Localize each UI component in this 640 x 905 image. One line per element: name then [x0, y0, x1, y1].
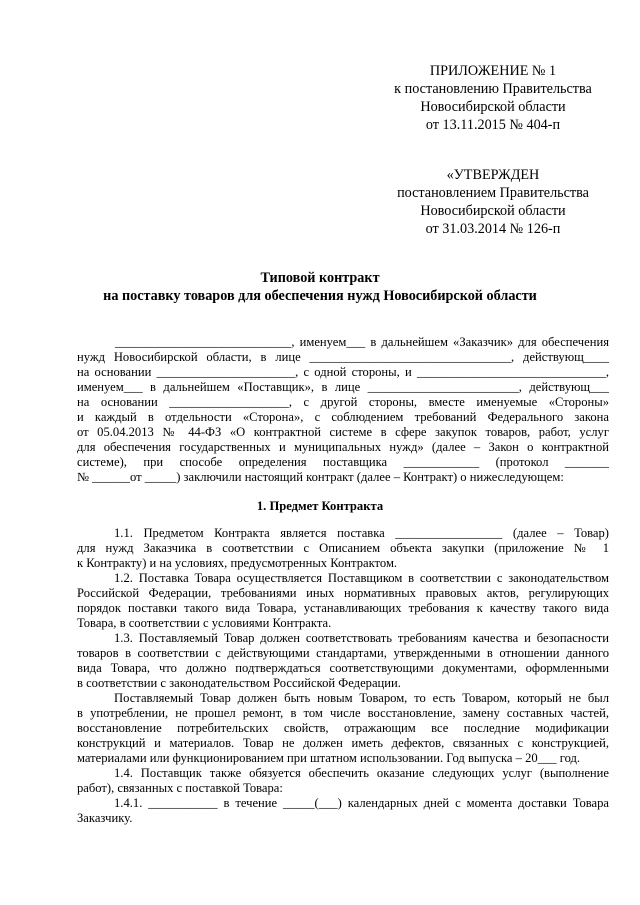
- appendix-date: от 13.11.2015 № 404-п: [425, 117, 561, 133]
- contract-subtitle: на поставку товаров для обеспечения нужд Новосибирской области: [103, 288, 537, 304]
- approved-line-2: постановлением Правительства: [397, 185, 589, 201]
- appendix-line-3: Новосибирской области: [420, 99, 566, 115]
- clause-line: 1.4. Поставщик также обязуется обеспечить оказание следующих услуг (выполнение: [114, 766, 609, 780]
- clause-line: вида Товара, что должно подтверждаться соответствующими документами, оформленными: [77, 661, 609, 675]
- clause-line: Товара, в соответствии с условиями Контракта.: [77, 616, 332, 630]
- section-heading: 1. Предмет Контракта: [256, 499, 384, 513]
- intro-line: на основании ___________________, с другой стороны, вместе именуемые «Стороны»: [77, 395, 609, 409]
- approved-line-3: Новосибирской области: [420, 203, 566, 219]
- clause-line: Поставляемый Товар должен быть новым Товаром, то есть Товаром, который не был: [114, 691, 609, 705]
- appendix-title: ПРИЛОЖЕНИЕ № 1: [429, 63, 557, 79]
- clause-line: конструкций и материалов. Товар не должен иметь дефектов, связанных с конструкцией,: [77, 736, 609, 750]
- intro-line: нужд Новосибирской области, в лице ________________________________, действующ____: [77, 350, 609, 364]
- intro-line: для обеспечения государственных и муниципальных нужд» (далее – Закон о контрактной: [77, 440, 609, 454]
- clause-line: материалами или функционированием при штатном использовании. Год выпуска – 20___ год.: [77, 751, 581, 765]
- clause-line: порядок поставки такого вида Товара, устанавливающих требования к качеству такого вида: [77, 601, 609, 615]
- approved-date: от 31.03.2014 № 126-п: [425, 221, 561, 237]
- clause-line: 1.3. Поставляемый Товар должен соответствовать требованиям качества и безопасности: [114, 631, 609, 645]
- clause-line: 1.1. Предметом Контракта является поставка _________________ (далее – Товар): [114, 526, 609, 540]
- intro-line: на основании ______________________, с одной стороны, и ______________________________,: [77, 365, 609, 379]
- clause-line: в соответствии с законодательством Российской Федерации.: [77, 676, 401, 690]
- intro-line: именуем___ в дальнейшем «Поставщик», в лице ________________________, действующ___: [77, 380, 609, 394]
- intro-line: ____________________________, именуем___ в дальнейшем «Заказчик» для обеспечения: [115, 335, 609, 349]
- clause-line: 1.2. Поставка Товара осуществляется Поставщиком в соответствии с законодательством: [114, 571, 609, 585]
- contract-title: Типовой контракт: [260, 270, 380, 286]
- clause-line: 1.4.1. ___________ в течение _____(___) календарных дней с момента доставки Товара: [114, 796, 609, 810]
- intro-line: и каждый в отдельности «Сторона», с соблюдением требований Федерального закона: [77, 410, 609, 424]
- intro-line: системе), при способе определения поставщика ____________ (протокол _______: [77, 455, 609, 469]
- approved-title: «УТВЕРЖДЕН: [446, 167, 540, 183]
- clause-line: для нужд Заказчика в соответствии с Описанием объекта закупки (приложение № 1: [77, 541, 609, 555]
- intro-line: от 05.04.2013 № 44-ФЗ «О контрактной системе в сфере закупок товаров, работ, услуг: [77, 425, 609, 439]
- clause-line: в употреблении, не прошел ремонт, в том числе восстановление, замену составных частей,: [77, 706, 609, 720]
- clause-line: товаров в соответствии с действующими стандартами, утвержденными в отношении данного: [77, 646, 609, 660]
- clause-line: восстановление потребительских свойств, отражающим все последние модификации: [77, 721, 609, 735]
- clause-line: работ), связанных с поставкой Товара:: [77, 781, 283, 795]
- clause-line: Заказчику.: [77, 811, 133, 825]
- clause-line: Российской Федерации, требованиями иных нормативных правовых актов, регулирующих: [77, 586, 609, 600]
- appendix-line-2: к постановлению Правительства: [394, 81, 592, 97]
- intro-line: № ______от _____) заключили настоящий контракт (далее – Контракт) о нижеследующем:: [77, 470, 564, 484]
- clause-line: к Контракту) и на условиях, предусмотренных Контрактом.: [77, 556, 398, 570]
